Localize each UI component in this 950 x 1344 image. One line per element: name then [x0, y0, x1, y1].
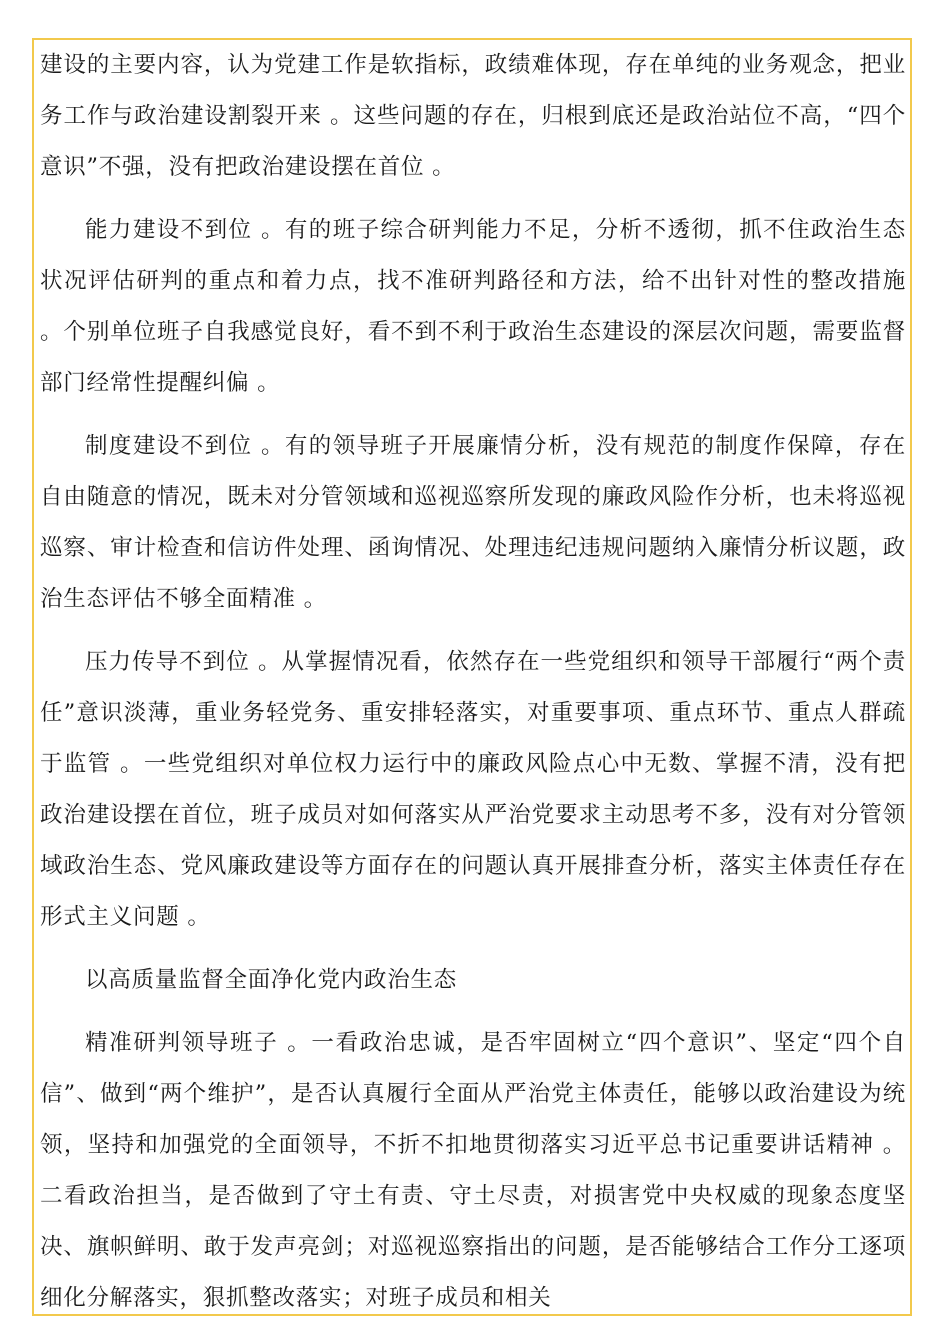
paragraph-pressure: 压力传导不到位 。从掌握情况看，依然存在一些党组织和领导干部履行“两个责任”意识淡薄，重业务轻党务、重安排轻落实，对重要事项、重点环节、重点人群疏于监管 。一些党组织对单位权力运行中的廉政风险点心中无数、掌握不清，没有把政治建设摆在首位，班子成员对如何落实从严治党要求主动思考不多，没有对分管领域政治生态、党风廉政建设等方面存在的问题认真开展排查分析，落实主体责任存在形式主义问题 。 [40, 649, 906, 930]
paragraph-institution: 制度建设不到位 。有的领导班子开展廉情分析，没有规范的制度作保障，存在自由随意的情况，既未对分管领域和巡视巡察所发现的廉政风险作分析，也未将巡视巡察、审计检查和信访件处理、函询情况、处理违纪违规问题纳入廉情分析议题，政治生态评估不够全面精准 。 [40, 433, 906, 612]
document-body [40, 40, 906, 1336]
section-heading: 以高质量监督全面净化党内政治生态 [85, 967, 458, 993]
paragraph-continued: 建设的主要内容，认为党建工作是软指标，政绩难体现，存在单纯的业务观念，把业务工作与政治建设割裂开来 。这些问题的存在，归根到底还是政治站位不高，“四个意识”不强，没有把政治建设摆在首位 。 [40, 52, 906, 180]
paragraph-capability: 能力建设不到位 。有的班子综合研判能力不足，分析不透彻，抓不住政治生态状况评估研判的重点和着力点，找不准研判路径和方法，给不出针对性的整改措施 。个别单位班子自我感觉良好，看不到不利于政治生态建设的深层次问题，需要监督部门经常性提醒纠偏 。 [40, 217, 906, 396]
paragraph-assessment: 精准研判领导班子 。一看政治忠诚，是否牢固树立“四个意识”、坚定“四个自信”、做到“两个维护”，是否认真履行全面从严治党主体责任，能够以政治建设为统领，坚持和加强党的全面领导，不折不扣地贯彻落实习近平总书记重要讲话精神 。二看政治担当，是否做到了守土有责、守土尽责，对损害党中央权威的现象态度坚决、旗帜鲜明、敢于发声亮剑；对巡视巡察指出的问题，是否能够结合工作分工逐项细化分解落实，狠抓整改落实；对班子成员和相关 [40, 1030, 906, 1311]
